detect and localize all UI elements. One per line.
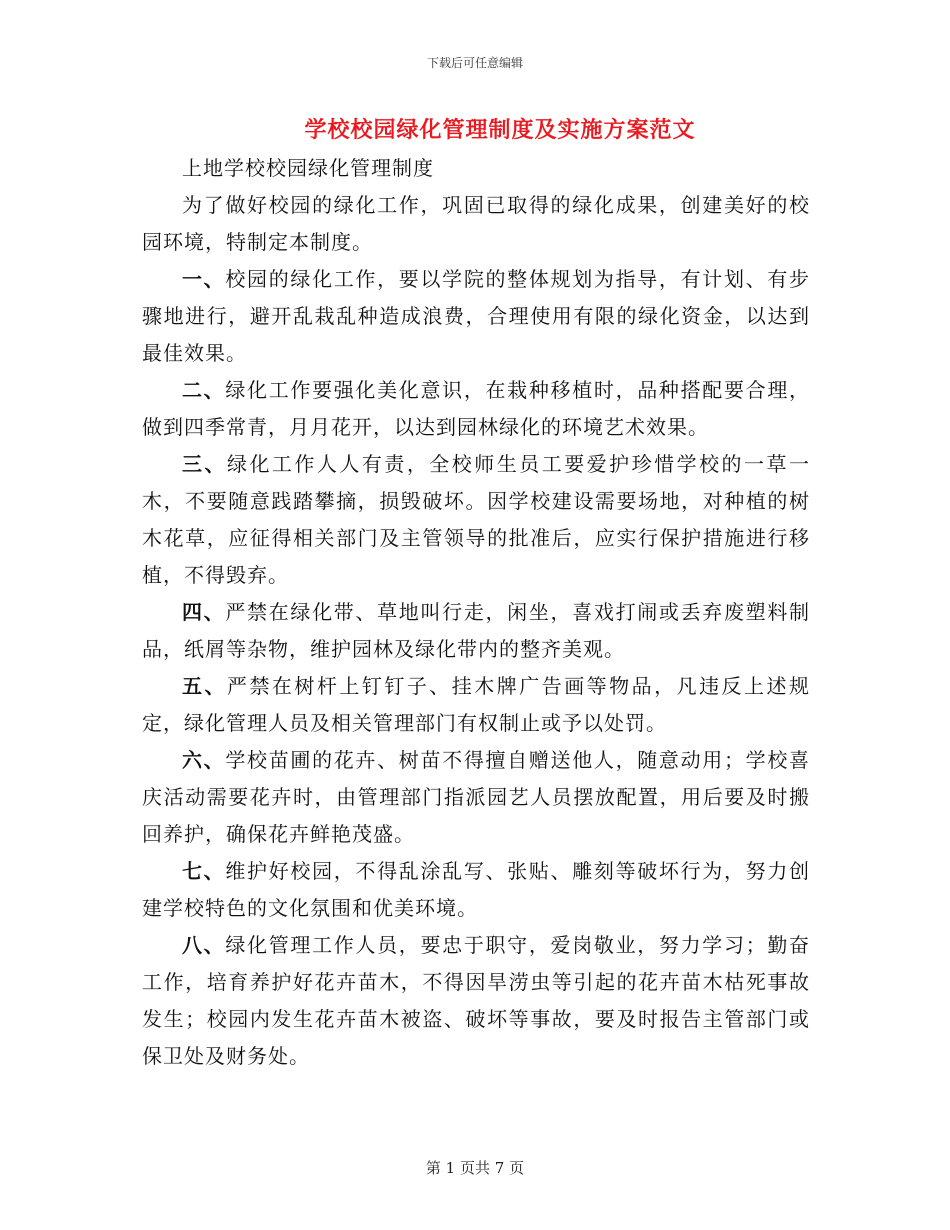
page-header-note: 下载后可任意编辑: [426, 56, 523, 70]
clause-number: 四、: [182, 600, 226, 624]
clause-number: 二、: [182, 378, 226, 402]
document-title: 学校校园绿化管理制度及实施方案范文: [304, 117, 696, 143]
clause-text: 校园的绿化工作，要以学院的整体规划为指导，有计划、有步骤地进行，避开乱栽乱种造成浪费，合理使用有限的绿化资金，以达到最佳效果。: [142, 267, 811, 365]
clause-4: [142, 594, 810, 668]
intro-paragraph: 为了做好校园的绿化工作，巩固已取得的绿化成果，创建美好的校园环境，特制定本制度。: [142, 193, 810, 254]
clause-2: [142, 372, 810, 446]
document-body: [142, 150, 810, 1075]
clause-8: [142, 927, 810, 1075]
clause-number: 六、: [182, 748, 226, 772]
clause-5: [142, 668, 810, 742]
clause-number: 八、: [182, 933, 226, 957]
clause-text: 严禁在绿化带、草地叫行走，闲坐，喜戏打闹或丢弃废塑料制品，纸屑等杂物，维护园林及绿化带内的整齐美观。: [142, 600, 811, 661]
clause-text: 严禁在树杆上钉钉子、挂木牌广告画等物品，凡违反上述规定，绿化管理人员及相关管理部门有权制止或予以处罚。: [142, 674, 811, 735]
clause-6: [142, 742, 810, 853]
clause-text: 学校苗圃的花卉、树苗不得擅自赠送他人，随意动用；学校喜庆活动需要花卉时，由管理部门指派园艺人员摆放配置，用后要及时搬回养护，确保花卉鲜艳茂盛。: [142, 748, 811, 846]
page-footer: 第 1 页共 7 页: [425, 1159, 525, 1177]
clause-1: [142, 261, 810, 372]
clause-3: [142, 446, 810, 594]
clause-text: 维护好校园，不得乱涂乱写、张贴、雕刻等破坏行为，努力创建学校特色的文化氛围和优美环境。: [142, 859, 811, 920]
clause-number: 一、: [182, 267, 226, 291]
document-subtitle: 上地学校校园绿化管理制度: [182, 156, 434, 180]
clause-number: 七、: [182, 859, 226, 883]
clause-text: 绿化工作人人有责，全校师生员工要爱护珍惜学校的一草一木，不要随意践踏攀摘，损毁破坏。因学校建设需要场地，对种植的树木花草，应征得相关部门及主管领导的批准后，应实行保护措施进行移植，不得毁弃。: [142, 452, 811, 587]
clause-7: [142, 853, 810, 927]
clause-number: 三、: [182, 452, 227, 476]
clause-number: 五、: [182, 674, 227, 698]
clause-text: 绿化管理工作人员，要忠于职守，爱岗敬业，努力学习；勤奋工作，培育养护好花卉苗木，不得因旱涝虫等引起的花卉苗木枯死事故发生；校园内发生花卉苗木被盗、破坏等事故，要及时报告主管部门或保卫处及财务处。: [142, 933, 811, 1068]
clause-text: 绿化工作要强化美化意识，在栽种移植时，品种搭配要合理，做到四季常青，月月花开，以达到园林绿化的环境艺术效果。: [142, 378, 811, 439]
